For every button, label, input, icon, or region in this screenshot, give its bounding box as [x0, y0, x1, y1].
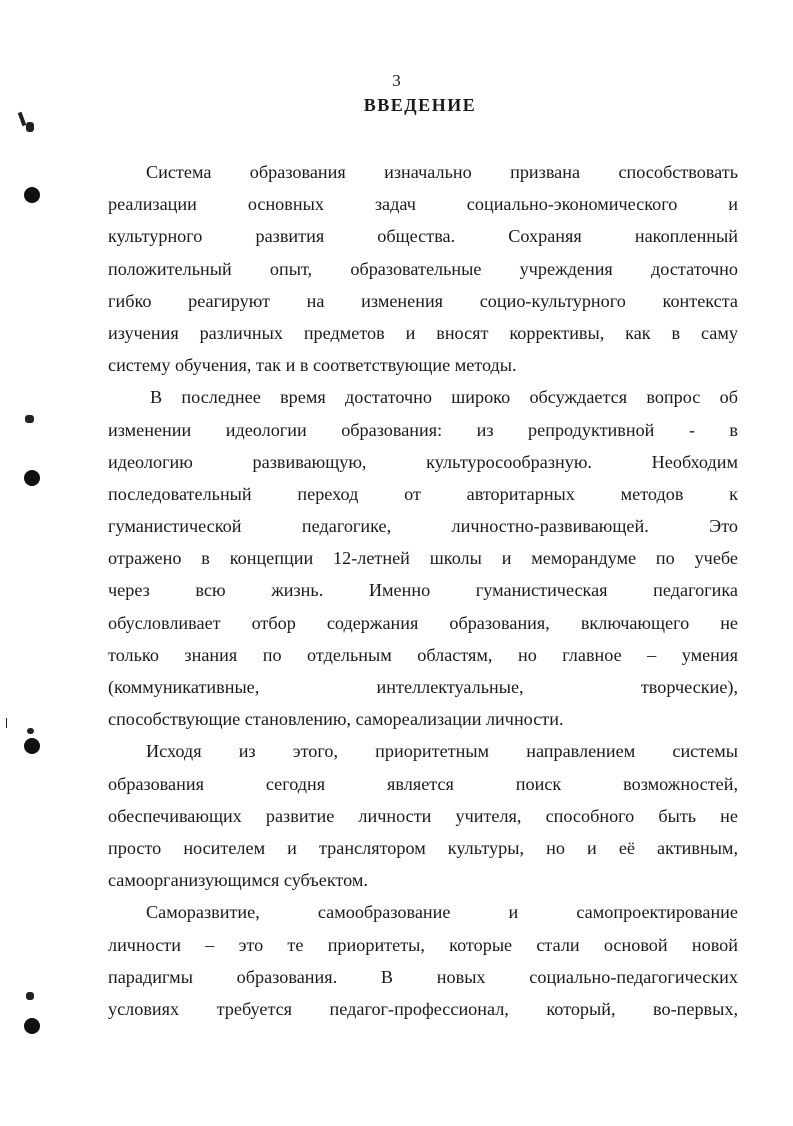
paragraph [108, 896, 738, 1025]
text-line: парадигмы образования. В новых социально-педагогических [108, 966, 738, 987]
text-line: образования сегодня является поиск возможностей, [108, 773, 738, 794]
text-line: личности – это те приоритеты, которые стали основой новой [108, 934, 738, 955]
text-line: положительный опыт, образовательные учреждения достаточно [108, 258, 738, 279]
text-line: В последнее время достаточно широко обсуждается вопрос об [150, 387, 738, 408]
punch-hole-mark [24, 738, 40, 754]
paragraph [108, 735, 738, 896]
text-line: изучения различных предметов и вносят коррективы, как в саму [108, 322, 738, 343]
text-line: условиях требуется педагог-профессионал, который, во-первых, [108, 998, 738, 1019]
text-line: отражено в концепции 12-летней школы и меморандуме по учебе [108, 548, 738, 569]
text-line: через всю жизнь. Именно гуманистическая педагогика [108, 580, 738, 601]
body-text [108, 156, 738, 1025]
section-heading: ВВЕДЕНИЕ [363, 95, 477, 115]
scan-speck [6, 718, 7, 728]
text-line: гибко реагируют на изменения социо-культурного контекста [108, 290, 738, 311]
text-line: изменении идеологии образования: из репродуктивной - в [108, 419, 738, 440]
text-line: самоорганизующимся субъектом. [108, 870, 368, 891]
paragraph [108, 381, 738, 735]
text-line: систему обучения, так и в соответствующие методы. [108, 355, 517, 376]
text-line: культурного развития общества. Сохраняя накопленный [108, 226, 738, 247]
paragraph [108, 156, 738, 381]
text-line: Исходя из этого, приоритетным направлением системы [146, 741, 738, 762]
scan-speck [27, 728, 34, 734]
page-number: 3 [392, 71, 401, 90]
text-line: просто носителем и транслятором культуры, но и её активным, [108, 837, 738, 858]
punch-hole-mark [24, 470, 40, 486]
text-line: Система образования изначально призвана способствовать [146, 162, 738, 182]
text-line: только знания по отдельным областям, но главное – умения [108, 644, 738, 665]
text-line: идеологию развивающую, культуросообразную. Необходим [108, 451, 738, 472]
scan-speck [26, 122, 34, 132]
text-line: обеспечивающих развитие личности учителя, способного быть не [108, 805, 738, 826]
scan-speck [26, 992, 34, 1000]
text-line: обусловливает отбор содержания образования, включающего не [108, 612, 738, 633]
text-line: реализации основных задач социально-экономического и [108, 194, 738, 215]
text-line: (коммуникативные, интеллектуальные, творческие), [108, 677, 738, 697]
text-line: последовательный переход от авторитарных методов к [108, 483, 738, 504]
punch-hole-mark [24, 1018, 40, 1034]
text-line: Саморазвитие, самообразование и самопроектирование [146, 902, 738, 923]
text-line: способствующие становлению, самореализации личности. [108, 709, 564, 730]
scan-speck [25, 415, 34, 423]
punch-hole-mark [24, 187, 40, 203]
text-line: гуманистической педагогике, личностно-развивающей. Это [108, 516, 738, 537]
